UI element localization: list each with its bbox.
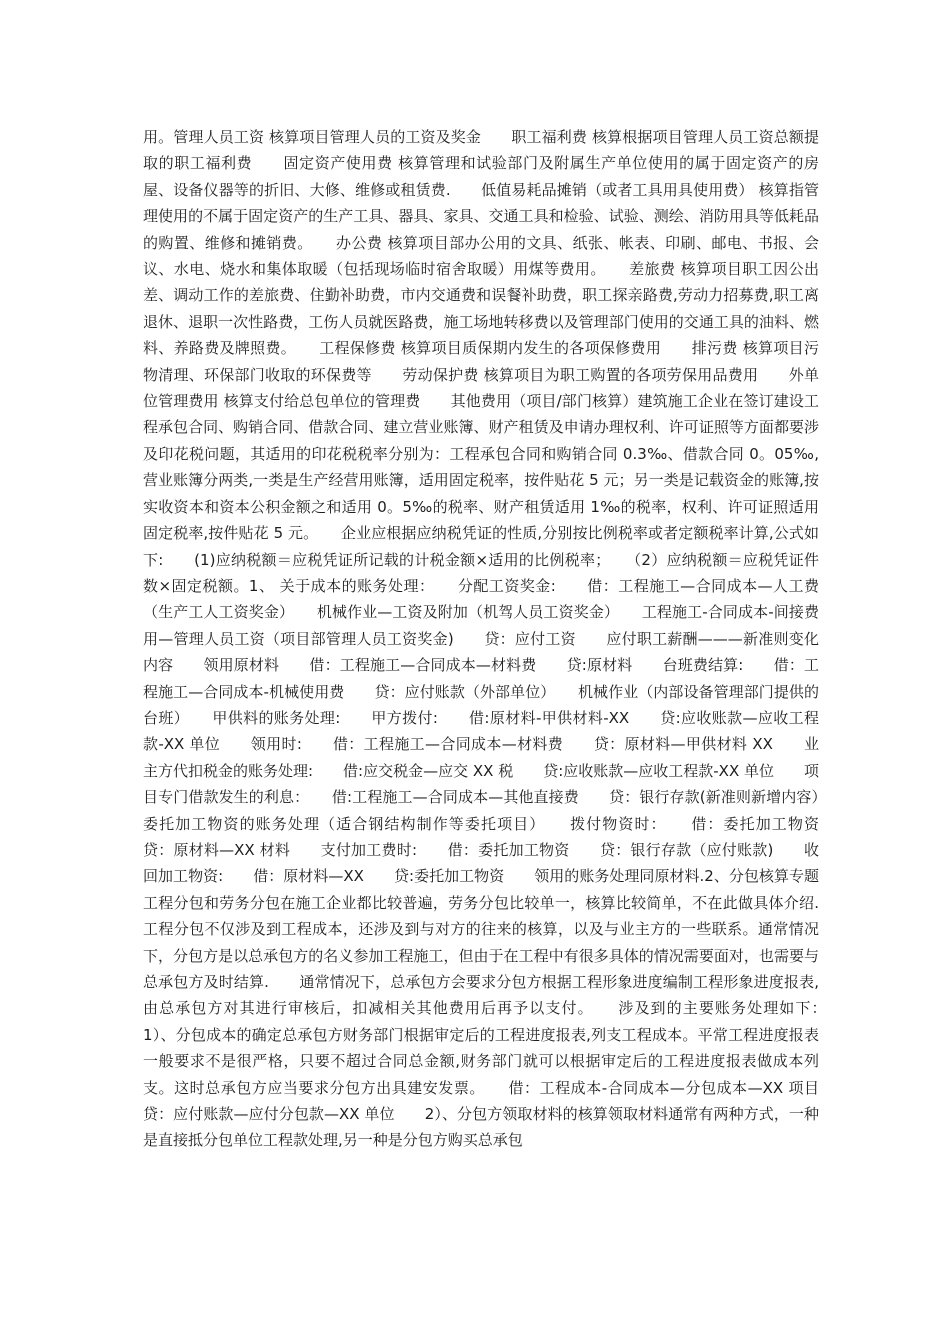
document-body-text: 用。管理人员工资 核算项目管理人员的工资及奖金 职工福利费 核算根据项目管理人员工资总额提取的职工福利费 固定资产使用费 核算管理和试验部门及附属生产单位使用的属于固定资产的房屋、设备仪器等的折旧、大修、维修或租赁费. 低值易耗品摊销（或者工具用具使用费） 核算指管理使用的不属于固定资产的生产工具、器具、家具、交通工具和检验、试验、测绘、消防用具等低耗品的购置、维修和摊销费。 办公费 核算项目部办公用的文具、纸张、帐表、印刷、邮电、书报、会议、水电、烧水和集体取暖（包括现场临时宿舍取暖）用煤等费用。 差旅费 核算项目职工因公出差、调动工作的差旅费、住勤补助费，市内交通费和误餐补助费，职工探亲路费,劳动力招募费,职工离退休、退职一次性路费，工伤人员就医路费，施工场地转移费以及管理部门使用的交通工具的油料、燃料、养路费及牌照费。 工程保修费 核算项目质保期内发生的各项保修费用 排污费 核算项目污物清理、环保部门收取的环保费等 劳动保护费 核算项目为职工购置的各项劳保用品费用 外单位管理费用 核算支付给总包单位的管理费 其他费用（项目/部门核算）建筑施工企业在签订建设工程承包合同、购销合同、借款合同、建立营业账簿、财产租赁及申请办理权利、许可证照等方面都要涉及印花税问题，其适用的印花税税率分别为：工程承包合同和购销合同 0.3‰、借款合同 0。05‰,营业账簿分两类,一类是生产经营用账簿，适用固定税率，按件贴花 5 元；另一类是记载资金的账簿,按实收资本和资本公积金额之和适用 0。5‰的税率、财产租赁适用 1‰的税率，权利、许可证照适用固定税率,按件贴花 5 元。 企业应根据应纳税凭证的性质,分别按比例税率或者定额税率计算,公式如下: (1)应纳税额＝应税凭证所记载的计税金额×适用的比例税率； （2）应纳税额＝应税凭证件数×固定税额。1、 关于成本的账务处理： 分配工资奖金: 借：工程施工—合同成本—人工费（生产工人工资奖金） 机械作业—工资及附加（机驾人员工资奖金） 工程施工-合同成本-间接费用—管理人员工资（项目部管理人员工资奖金) 贷：应付工资 应付职工薪酬———新准则变化内容 领用原材料 借：工程施工—合同成本—材料费 贷:原材料 台班费结算: 借：工程施工—合同成本-机械使用费 贷：应付账款（外部单位） 机械作业（内部设备管理部门提供的台班） 甲供料的账务处理: 甲方拨付: 借:原材料-甲供材料-XX 贷:应收账款—应收工程款-XX 单位 领用时: 借：工程施工—合同成本—材料费 贷：原材料—甲供材料 XX 业主方代扣税金的账务处理: 借:应交税金—应交 XX 税 贷:应收账款—应收工程款-XX 单位 项目专门借款发生的利息： 借:工程施工—合同成本—其他直接费 贷：银行存款(新准则新增内容） 委托加工物资的账务处理（适合钢结构制作等委托项目） 拨付物资时： 借：委托加工物资 贷：原材料—XX 材料 支付加工费时: 借：委托加工物资 贷：银行存款（应付账款) 收回加工物资: 借：原材料—XX 贷:委托加工物资 领用的账务处理同原材料.2、分包核算专题 工程分包和劳务分包在施工企业都比较普遍，劳务分包比较单一，核算比较简单，不在此做具体介绍. 工程分包不仅涉及到工程成本，还涉及到与对方的往来的核算，以及与业主方的一些联系。通常情况下，分包方是以总承包方的名义参加工程施工，但由于在工程中有很多具体的情况需要面对，也需要与总承包方及时结算. 通常情况下，总承包方会要求分包方根据工程形象进度编制工程形象进度报表,由总承包方对其进行审核后，扣减相关其他费用后再予以支付。 涉及到的主要账务处理如下： 1）、分包成本的确定总承包方财务部门根据审定后的工程进度报表,列支工程成本。平常工程进度报表一般要求不是很严格，只要不超过合同总金额,财务部门就可以根据审定后的工程进度报表做成本列支。这时总承包方应当要求分包方出具建安发票。 借：工程成本-合同成本—分包成本—XX 项目 贷：应付账款—应付分包款—XX 单位 2）、分包方领取材料的核算领取材料通常有两种方式，一种是直接抵分包单位工程款处理,另一种是分包方购买总承包 [143,128,850,1150]
